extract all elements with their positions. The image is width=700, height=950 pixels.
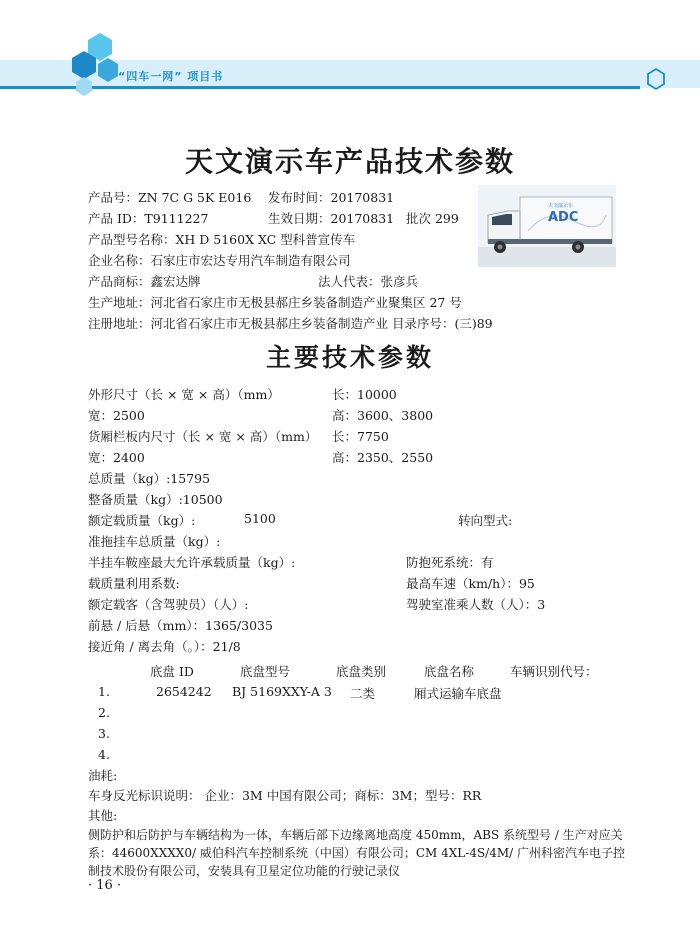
table-row-index: 1. <box>98 684 110 699</box>
abs-system: 防抱死系统：有 <box>406 555 494 570</box>
table-cell-chassis-id: 2654242 <box>156 684 212 699</box>
table-header-chassis-category: 底盘类别 <box>336 664 387 679</box>
truck-sign-text: 天文演示车 <box>548 203 574 209</box>
rated-load-value: 5100 <box>244 511 276 526</box>
product-brand: 产品商标：鑫宏达牌 <box>88 274 201 289</box>
rated-passengers: 额定载客（含驾驶员）（人）: <box>88 597 249 612</box>
table-row-index: 4. <box>98 747 110 762</box>
production-address: 生产地址：河北省石家庄市无极县郝庄乡装备制造产业聚集区 27 号 <box>88 295 462 310</box>
cab-passengers: 驾驶室准乘人数（人）：3 <box>406 597 546 612</box>
outer-length: 长：10000 <box>332 387 397 402</box>
outer-width: 宽：2500 <box>88 408 145 423</box>
release-time: 发布时间：20170831 <box>268 190 395 205</box>
product-number: 产品号：ZN 7C G 5K E016 <box>88 190 252 205</box>
box-height: 高：2350、2550 <box>332 450 434 465</box>
total-mass: 总质量（kg）:15795 <box>88 471 211 486</box>
steering-type: 转向型式: <box>458 513 513 528</box>
truck-logo: ADC <box>548 210 579 225</box>
reflective-marking: 车身反光标识说明： 企业：3M 中国有限公司；商标：3M；型号：RR <box>88 788 482 803</box>
effective-date: 生效日期：20170831 <box>268 211 395 226</box>
truck-image <box>478 185 616 267</box>
table-cell-chassis-name: 厢式运输车底盘 <box>414 686 502 701</box>
trailer-total-mass: 准拖挂车总质量（kg）: <box>88 534 221 549</box>
header-title: “四车一网” 项目书 <box>118 70 224 83</box>
table-cell-chassis-category: 二类 <box>350 686 376 701</box>
registered-address: 注册地址：河北省石家庄市无极县郝庄乡装备制造产业 目录序号：(三)89 <box>88 316 493 331</box>
box-dimensions-label: 货厢栏板内尺寸（长 × 宽 × 高）（mm） <box>88 429 318 444</box>
table-row-index: 3. <box>98 726 110 741</box>
approach-departure-angle: 接近角 / 离去角（。）：21/8 <box>88 639 241 654</box>
max-speed: 最高车速（km/h）：95 <box>406 576 535 591</box>
header-band-underline <box>0 86 640 89</box>
legal-representative: 法人代表：张彦兵 <box>318 274 419 289</box>
table-header-chassis-model: 底盘型号 <box>240 664 291 679</box>
batch-number: 批次 299 <box>406 211 459 226</box>
page-number: · 16 · <box>88 878 122 893</box>
product-model-name: 产品型号名称：XH D 5160X XC 型科普宣传车 <box>88 232 356 247</box>
other-label: 其他: <box>88 808 118 823</box>
table-header-vin: 车辆识别代号： <box>510 664 598 679</box>
curb-mass: 整备质量（kg）:10500 <box>88 492 223 507</box>
box-length: 长：7750 <box>332 429 389 444</box>
page-title: 天文演示车产品技术参数 <box>184 145 515 178</box>
outer-dimensions-label: 外形尺寸（长 × 宽 × 高）（mm） <box>88 387 280 402</box>
table-header-chassis-id: 底盘 ID <box>150 664 194 679</box>
header-band <box>0 0 700 100</box>
section-title: 主要技术参数 <box>265 343 434 372</box>
box-width: 宽：2400 <box>88 450 145 465</box>
other-description: 侧防护和后防护与车辆结构为一体，车辆后部下边缘离地高度 450mm，ABS 系统型号 / 生产对应关系：44600XXXX0/ 威伯科汽车控制系统（中国）有限公司；CM 4XL-4S/4M/ 广州科密汽车电子控制技术股份有限公司，安装具有卫星定位功能的行驶记录仪 <box>88 828 626 878</box>
product-id: 产品 ID：T9111227 <box>88 211 209 226</box>
rated-load-label: 额定载质量（kg）: <box>88 513 196 528</box>
company-name: 企业名称：石家庄市宏达专用汽车制造有限公司 <box>88 253 351 268</box>
fuel-consumption: 油耗: <box>88 768 118 783</box>
saddle-max-load: 半挂车鞍座最大允许承载质量（kg）: <box>88 555 296 570</box>
outer-height: 高：3600、3800 <box>332 408 434 423</box>
table-row-index: 2. <box>98 705 110 720</box>
load-utilization: 载质量利用系数: <box>88 576 180 591</box>
overhang: 前悬 / 后悬（mm）：1365/3035 <box>88 618 273 633</box>
table-header-chassis-name: 底盘名称 <box>424 664 475 679</box>
table-cell-chassis-model: BJ 5169XXY-A 3 <box>232 684 332 699</box>
